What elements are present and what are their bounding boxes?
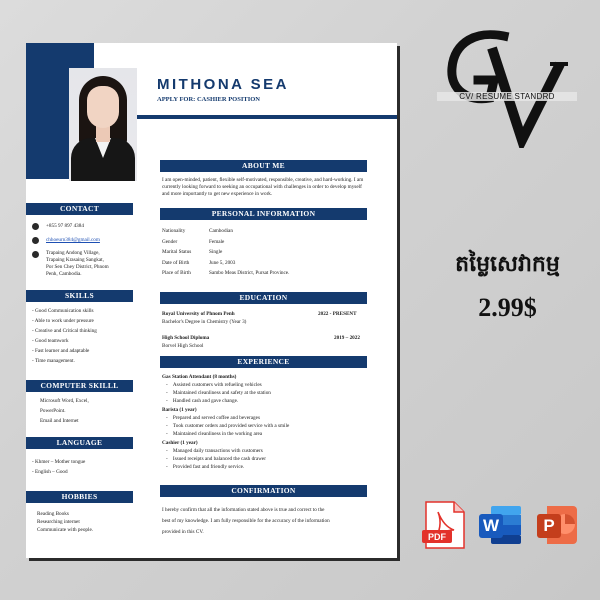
confirmation-text-1: I hereby confirm that all the information stated above is true and correct to the	[162, 507, 325, 513]
list-item: - Provided fast and friendly service.	[166, 464, 245, 470]
list-item: - Maintained cleanliness and safety at the station	[166, 390, 271, 396]
contact-address-4: Penh, Cambodia.	[46, 271, 82, 277]
skills-heading: SKILLS	[26, 290, 133, 302]
edu-years-1: 2022 - PRESENT	[318, 311, 357, 317]
job-duties-3	[166, 447, 266, 471]
info-value: June 5, 2003	[209, 259, 236, 266]
list-item: Email and Internet	[40, 418, 79, 424]
list-item: - Good teamwork	[32, 338, 69, 344]
list-item: Reading Books	[37, 511, 69, 517]
info-key: Nationality	[162, 228, 186, 234]
edu-years-2: 2019 – 2022	[334, 335, 360, 341]
job-title-3: Cashier (1 year)	[162, 440, 198, 446]
list-item: Communicate with people.	[37, 527, 94, 533]
computer-skills-heading: COMPUTER SKILLL	[26, 380, 133, 392]
job-title-2: Barista (1 year)	[162, 407, 197, 413]
list-item: - Issued receipts and balanced the cash drawer	[166, 456, 266, 462]
info-value: Female	[209, 238, 225, 245]
list-item: - Prepared and served coffee and beverages	[166, 415, 260, 421]
edu-detail-2: Borvel High School	[162, 343, 204, 349]
personal-info-keys	[162, 226, 191, 279]
contact-address-3: Por Sen Chey District, Phnom	[46, 264, 109, 270]
location-icon	[32, 251, 39, 258]
hobbies-heading: HOBBIES	[26, 491, 133, 503]
list-item: - Managed daily transactions with customers	[166, 448, 263, 454]
contact-address-2: Trapaing Krasaing Sangkat,	[46, 257, 104, 263]
info-key: Date of Birth	[162, 259, 190, 266]
list-item: - Good Communication skills	[32, 308, 94, 314]
powerpoint-label: P	[543, 516, 555, 535]
pdf-label: PDF	[428, 532, 446, 542]
info-key: Marital Status	[162, 249, 192, 255]
confirmation-text-3: provided in this CV.	[162, 529, 204, 535]
pdf-file-icon	[420, 500, 470, 550]
price-label: តម្លៃសេវាកម្ម	[455, 252, 560, 277]
job-duties-2	[166, 414, 289, 438]
cv-logo	[432, 28, 582, 148]
list-item: Researching internet	[37, 519, 80, 525]
confirmation-heading: CONFIRMATION	[160, 485, 367, 497]
cv-role: APPLY FOR: CASHIER POSITION	[157, 96, 260, 103]
list-item: - Creative and Critical thinking	[32, 328, 97, 334]
personal-info-heading: PERSONAL INFORMATION	[160, 208, 367, 220]
info-value: Cambodian	[209, 228, 233, 234]
contact-heading: CONTACT	[26, 203, 133, 215]
education-heading: EDUCATION	[160, 292, 367, 304]
word-label: W	[482, 516, 500, 535]
edu-school-1: Royal University of Phnom Penh	[162, 311, 235, 317]
experience-heading: EXPERIENCE	[160, 356, 367, 368]
info-value: Sambo Meas District, Pursat Province.	[209, 270, 290, 276]
list-item: PowerPoint.	[40, 408, 66, 414]
skills-list	[32, 306, 97, 366]
email-icon	[32, 237, 39, 244]
computer-skills-list	[40, 396, 89, 426]
list-item: - Maintained cleanliness in the working area	[166, 431, 263, 437]
phone-icon	[32, 223, 39, 230]
about-heading: ABOUT ME	[160, 160, 367, 172]
confirmation-text-2: best of my knowledge. I am fully responsible for the accuracy of the information	[162, 518, 330, 524]
cv-page	[26, 43, 397, 558]
language-heading: LANGUAGE	[26, 437, 133, 449]
contact-email[interactable]: chhoeurn384@gmail.com	[46, 237, 100, 243]
list-item: - Khmer – Mother tongue	[32, 459, 86, 465]
language-list	[32, 457, 85, 477]
cv-name: MITHONA SEA	[157, 76, 289, 93]
hobbies-list	[37, 510, 93, 534]
list-item: - Able to work under pressure	[32, 318, 94, 324]
info-key: Place of Birth	[162, 270, 191, 276]
info-key: Gender	[162, 238, 178, 245]
personal-info-values	[209, 226, 289, 279]
list-item: - Took customer orders and provided service with a smile	[166, 423, 290, 429]
job-title-1: Gas Station Attendant (8 months)	[162, 374, 237, 380]
list-item: - English – Good	[32, 469, 68, 475]
edu-school-2: High School Diploma	[162, 335, 210, 341]
list-item: Microsoft Word, Excel,	[40, 398, 89, 404]
contact-address-1: Trapaing Andong Village,	[46, 250, 100, 256]
profile-photo	[69, 68, 137, 181]
job-duties-1	[166, 381, 271, 405]
list-item: - Assisted customers with refueling vehicles	[166, 382, 262, 388]
list-item: - Time management.	[32, 358, 75, 364]
edu-detail-1: Bachelor's Degree in Chemistry (Year 3)	[162, 319, 247, 325]
list-item: - Handled cash and gave change.	[166, 398, 239, 404]
list-item: - Fast learner and adaptable	[32, 348, 90, 354]
logo-text: CV/ RESUME STANDRD	[437, 92, 577, 101]
contact-phone: +855 97 897 4384	[46, 223, 84, 229]
price-value: 2.99$	[478, 293, 537, 322]
name-underline	[134, 115, 397, 119]
about-text: I am open-minded, patient, flexible self-motivated, responsible, creative, and hard-working. I am currently looking forward to seeking an occupational with challenges in order to develop myself and more importantly to get new experience in work.	[162, 177, 364, 198]
info-value: Single	[209, 249, 223, 255]
